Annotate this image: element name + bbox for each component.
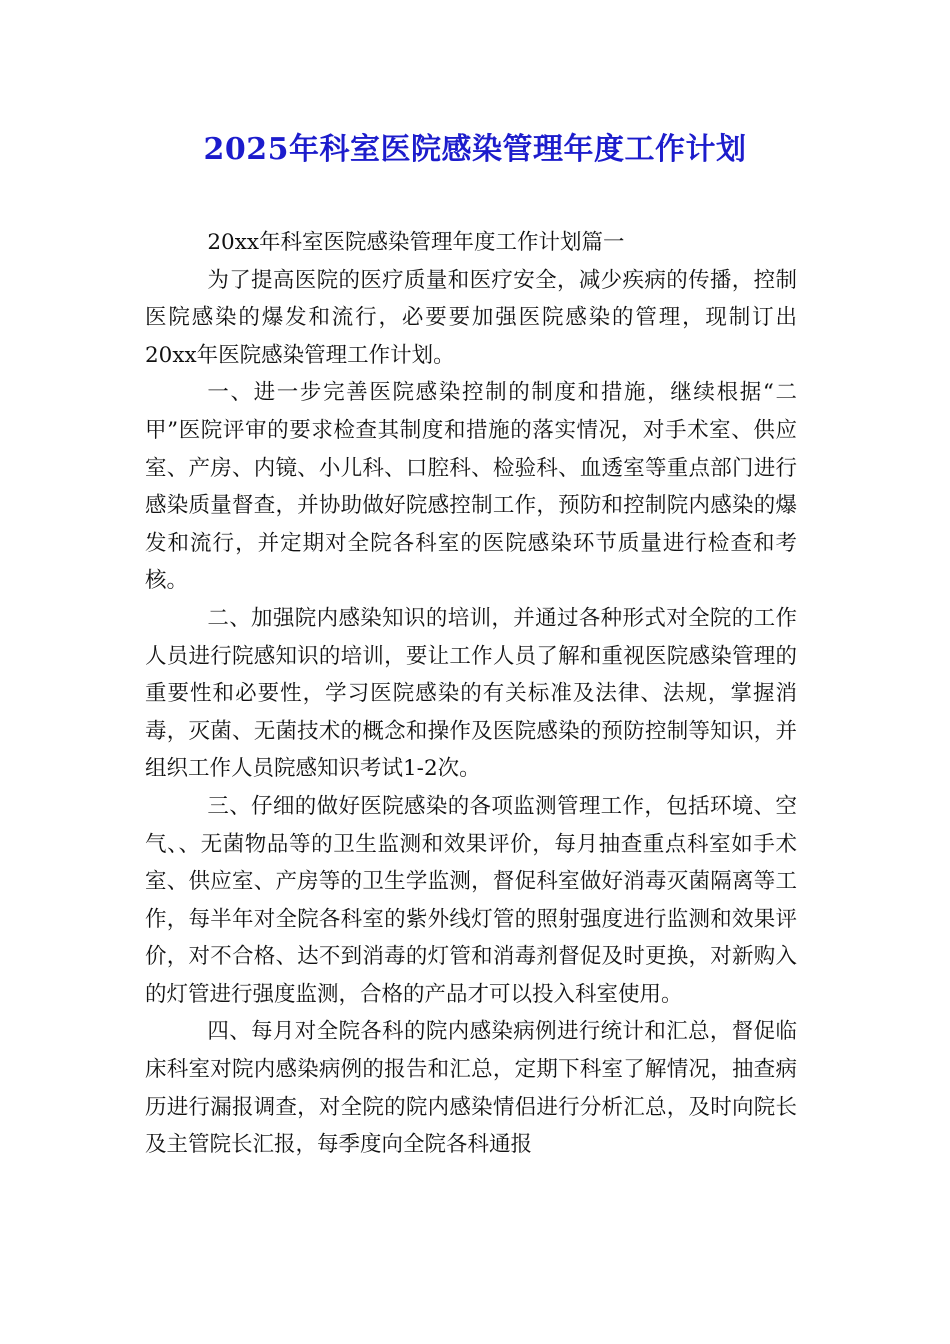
- document-body: [145, 224, 797, 1164]
- intro-paragraph: 为了提高医院的医疗质量和医疗安全，减少疾病的传播，控制医院感染的爆发和流行，必要要加强医院感染的管理，现制订出20xx年医院感染管理工作计划。: [145, 267, 797, 368]
- paragraph-item-4: 四、每月对全院各科的院内感染病例进行统计和汇总，督促临床科室对院内感染病例的报告和汇总，定期下科室了解情况，抽查病历进行漏报调查，对全院的院内感染情侣进行分析汇总，及时向院长及主管院长汇报，每季度向全院各科通报: [145, 1019, 797, 1158]
- section-heading: 20xx年科室医院感染管理年度工作计划篇一: [207, 230, 625, 255]
- paragraph-item-1: 一、进一步完善医院感染控制的制度和措施，继续根据“二甲”医院评审的要求检查其制度和措施的落实情况，对手术室、供应室、产房、内镜、小儿科、口腔科、检验科、血透室等重点部门进行感染质量督查，并协助做好院感控制工作，预防和控制院内感染的爆发和流行，并定期对全院各科室的医院感染环节质量进行检查和考核。: [145, 380, 797, 594]
- paragraph-item-2: 二、加强院内感染知识的培训，并通过各种形式对全院的工作人员进行院感知识的培训，要让工作人员了解和重视医院感染管理的重要性和必要性，学习医院感染的有关标准及法律、法规，掌握消毒，灭菌、无菌技术的概念和操作及医院感染的预防控制等知识，并组织工作人员院感知识考试1-2次。: [145, 605, 797, 782]
- paragraph-item-3: 三、仔细的做好医院感染的各项监测管理工作，包括环境、空气、、无菌物品等的卫生监测和效果评价，每月抽查重点科室如手术室、供应室、产房等的卫生学监测，督促科室做好消毒灭菌隔离等工作，每半年对全院各科室的紫外线灯管的照射强度进行监测和效果评价，对不合格、达不到消毒的灯管和消毒剂督促及时更换，对新购入的灯管进行强度监测，合格的产品才可以投入科室使用。: [145, 793, 797, 1007]
- document-title: 2025年科室医院感染管理年度工作计划: [203, 132, 747, 167]
